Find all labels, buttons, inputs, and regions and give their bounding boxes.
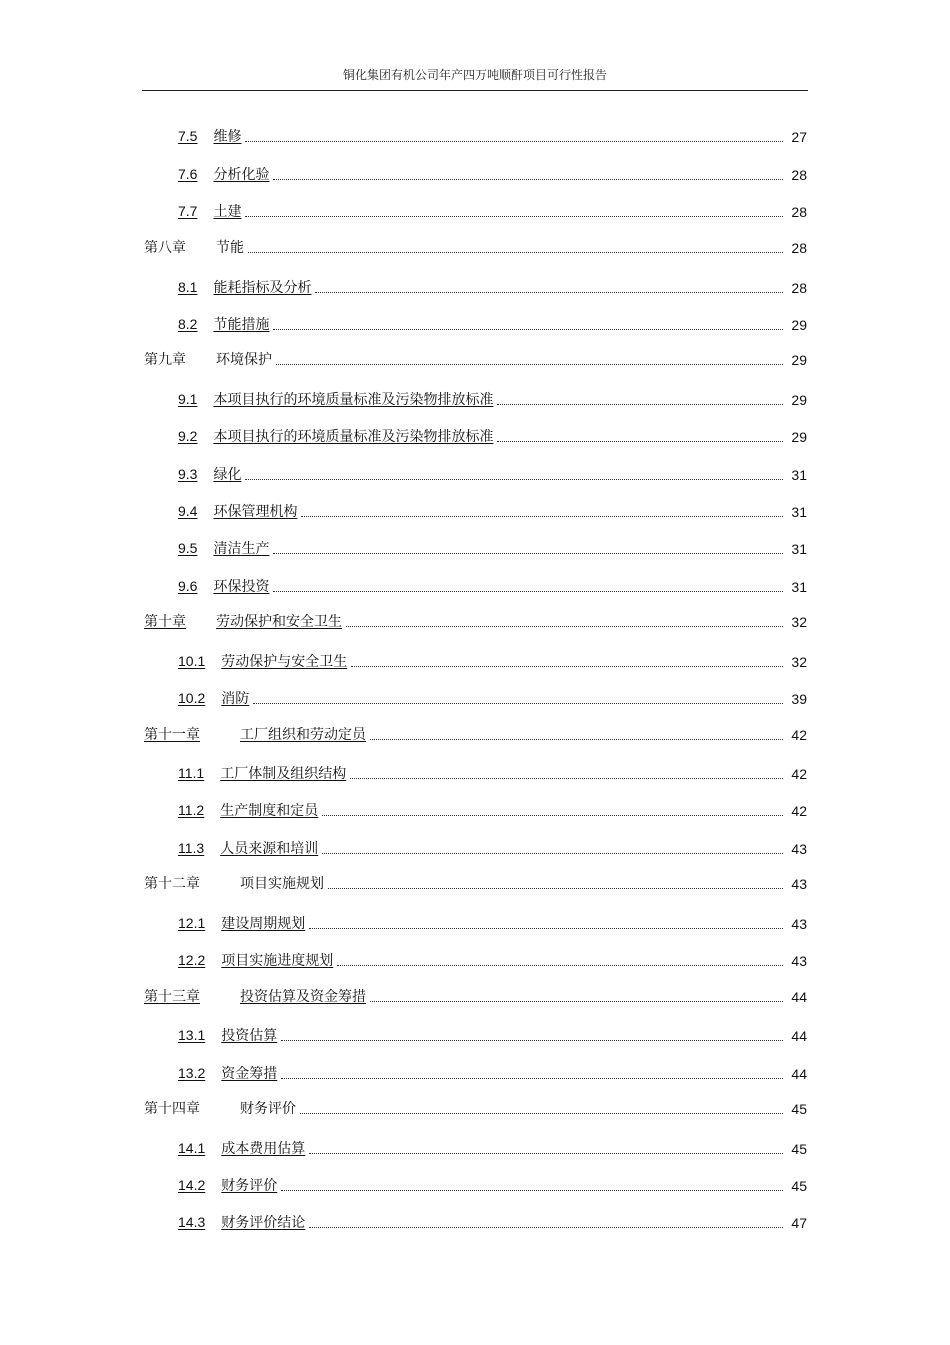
toc-section-entry[interactable] — [178, 1140, 807, 1158]
toc-entry-number: 第十一章 — [144, 726, 200, 742]
toc-entry-number: 12.2 — [178, 952, 206, 968]
toc-entry-label — [178, 465, 241, 484]
toc-chapter-entry[interactable] — [144, 988, 807, 1006]
toc-page-number: 31 — [791, 579, 807, 595]
toc-entry-number: 9.4 — [178, 503, 198, 519]
toc-section-entry[interactable] — [178, 166, 807, 184]
dot-leader — [300, 1112, 783, 1114]
toc-entry-number: 10.2 — [178, 690, 206, 706]
toc-entry-label — [178, 764, 346, 783]
toc-section-entry[interactable] — [178, 952, 807, 970]
dot-leader — [497, 403, 783, 405]
toc-entry-title: 财务评价结论 — [221, 1215, 306, 1231]
toc-page-number: 44 — [791, 989, 807, 1005]
toc-page-number: 29 — [791, 392, 807, 408]
toc-entry-label — [178, 689, 249, 708]
toc-entry-number: 9.1 — [178, 391, 198, 407]
toc-entry-number: 9.2 — [178, 428, 198, 444]
toc-entry-label — [178, 801, 318, 820]
toc-entry-title: 绿化 — [213, 467, 242, 483]
toc-entry-label — [178, 914, 305, 933]
dot-leader — [273, 178, 783, 180]
toc-chapter-entry[interactable] — [144, 613, 807, 631]
dot-leader — [245, 215, 783, 217]
toc-entry-title: 能耗指标及分析 — [213, 280, 312, 296]
toc-entry-label — [178, 278, 311, 297]
toc-entry-title: 成本费用估算 — [221, 1141, 306, 1157]
toc-entry-number: 9.6 — [178, 578, 198, 594]
toc-entry-title: 资金筹措 — [221, 1066, 278, 1082]
toc-section-entry[interactable] — [178, 840, 807, 858]
dot-leader — [273, 590, 783, 592]
toc-entry-number: 11.3 — [178, 840, 205, 856]
toc-entry-title: 生产制度和定员 — [220, 803, 319, 819]
toc-page-number: 29 — [791, 352, 807, 368]
toc-section-entry[interactable] — [178, 428, 807, 446]
toc-entry-number: 9.5 — [178, 540, 198, 556]
toc-section-entry[interactable] — [178, 391, 807, 409]
toc-entry-label — [178, 502, 297, 521]
toc-entry-number: 9.3 — [178, 466, 198, 482]
toc-entry-label — [178, 127, 241, 146]
toc-entry-number: 第十二章 — [144, 875, 200, 891]
toc-entry-title: 劳动保护和安全卫生 — [216, 614, 342, 630]
toc-section-entry[interactable] — [178, 802, 807, 820]
dot-leader — [281, 1077, 783, 1079]
toc-entry-label — [178, 427, 493, 446]
toc-page-number: 43 — [791, 953, 807, 969]
toc-page-number: 31 — [791, 467, 807, 483]
dot-leader — [245, 478, 783, 480]
toc-entry-label — [178, 1139, 305, 1158]
toc-entry-title: 投资估算 — [221, 1028, 278, 1044]
toc-entry-label — [178, 652, 347, 671]
toc-section-entry[interactable] — [178, 203, 807, 221]
toc-page-number: 43 — [791, 916, 807, 932]
toc-entry-label — [178, 539, 269, 558]
dot-leader — [370, 738, 783, 740]
toc-section-entry[interactable] — [178, 279, 807, 297]
toc-chapter-entry[interactable] — [144, 875, 807, 893]
toc-page-number: 44 — [791, 1066, 807, 1082]
toc-entry-label — [178, 1064, 277, 1083]
toc-entry-number: 13.1 — [178, 1027, 206, 1043]
toc-entry-title: 本项目执行的环境质量标准及污染物排放标准 — [213, 392, 494, 408]
dot-leader — [253, 702, 783, 704]
toc-chapter-entry[interactable] — [144, 726, 807, 744]
toc-entry-label — [144, 238, 244, 257]
dot-leader — [370, 1000, 783, 1002]
toc-entry-number: 10.1 — [178, 653, 206, 669]
dot-leader — [346, 625, 783, 627]
toc-section-entry[interactable] — [178, 1065, 807, 1083]
toc-section-entry[interactable] — [178, 578, 807, 596]
toc-page-number: 45 — [791, 1141, 807, 1157]
toc-entry-title: 分析化验 — [213, 167, 270, 183]
toc-entry-title: 消防 — [221, 691, 250, 707]
toc-entry-title: 建设周期规划 — [221, 916, 306, 932]
dot-leader — [497, 440, 783, 442]
running-header: 铜化集团有机公司年产四万吨顺酐项目可行性报告 — [342, 68, 607, 82]
toc-entry-label — [178, 202, 241, 221]
toc-section-entry[interactable] — [178, 1214, 807, 1232]
toc-entry-number: 14.1 — [178, 1140, 206, 1156]
toc-entry-label — [144, 350, 272, 369]
dot-leader — [337, 964, 783, 966]
toc-section-entry[interactable] — [178, 466, 807, 484]
toc-page-number: 31 — [791, 504, 807, 520]
toc-page-number: 29 — [791, 317, 807, 333]
toc-page-number: 29 — [791, 429, 807, 445]
toc-page-number: 45 — [791, 1101, 807, 1117]
toc-entry-number: 7.6 — [178, 166, 198, 182]
dot-leader — [245, 140, 783, 142]
toc-entry-title: 节能 — [216, 240, 244, 256]
toc-chapter-entry[interactable] — [144, 1100, 807, 1118]
toc-entry-title: 环境保护 — [216, 352, 272, 368]
toc-entry-number: 第十三章 — [144, 988, 200, 1004]
dot-leader — [309, 927, 783, 929]
toc-entry-label — [178, 165, 269, 184]
toc-page-number: 45 — [791, 1178, 807, 1194]
toc-entry-title: 环保管理机构 — [213, 504, 298, 520]
toc-entry-label — [178, 1176, 277, 1195]
toc-page-number: 39 — [791, 691, 807, 707]
toc-entry-number: 8.1 — [178, 279, 198, 295]
toc-entry-title: 项目实施进度规划 — [221, 953, 334, 969]
dot-leader — [322, 814, 783, 816]
toc-section-entry[interactable] — [178, 128, 807, 146]
toc-entry-title: 节能措施 — [213, 317, 270, 333]
toc-entry-number: 14.3 — [178, 1214, 206, 1230]
toc-section-entry[interactable] — [178, 915, 807, 933]
toc-page-number: 43 — [791, 841, 807, 857]
toc-section-entry[interactable] — [178, 316, 807, 334]
toc-entry-title: 清洁生产 — [213, 541, 270, 557]
toc-entry-title: 工厂体制及组织结构 — [220, 766, 347, 782]
toc-entry-label — [178, 577, 269, 596]
toc-entry-title: 土建 — [213, 204, 242, 220]
toc-entry-title: 维修 — [213, 129, 242, 145]
toc-section-entry[interactable] — [178, 690, 807, 708]
toc-entry-number: 7.5 — [178, 128, 198, 144]
toc-entry-number: 14.2 — [178, 1177, 206, 1193]
toc-entry-number: 8.2 — [178, 316, 198, 332]
toc-entry-title: 劳动保护与安全卫生 — [221, 654, 348, 670]
toc-section-entry[interactable] — [178, 503, 807, 521]
toc-page-number: 28 — [791, 240, 807, 256]
toc-page-number: 28 — [791, 280, 807, 296]
toc-entry-title: 财务评价 — [221, 1178, 278, 1194]
toc-entry-title: 财务评价 — [240, 1101, 296, 1117]
toc-entry-number: 12.1 — [178, 915, 206, 931]
toc-page-number: 28 — [791, 204, 807, 220]
dot-leader — [273, 552, 783, 554]
dot-leader — [328, 887, 783, 889]
dot-leader — [248, 251, 783, 253]
toc-entry-label — [144, 874, 324, 893]
toc-entry-label — [178, 951, 333, 970]
toc-page-number: 42 — [791, 803, 807, 819]
toc-entry-title: 人员来源和培训 — [220, 841, 319, 857]
toc-entry-label — [178, 839, 318, 858]
dot-leader — [315, 291, 783, 293]
toc-entry-label — [178, 390, 493, 409]
dot-leader — [322, 852, 783, 854]
toc-entry-number: 第十章 — [144, 613, 186, 629]
toc-page-number: 47 — [791, 1215, 807, 1231]
toc-entry-number: 第十四章 — [144, 1100, 200, 1116]
toc-entry-title: 项目实施规划 — [240, 876, 324, 892]
toc-section-entry[interactable] — [178, 765, 807, 783]
toc-entry-label — [144, 725, 366, 744]
toc-page-number: 32 — [791, 614, 807, 630]
toc-entry-number: 11.1 — [178, 765, 205, 781]
toc-page-number: 28 — [791, 167, 807, 183]
toc-entry-title: 工厂组织和劳动定员 — [240, 727, 366, 743]
toc-entry-title: 环保投资 — [213, 579, 270, 595]
dot-leader — [350, 777, 783, 779]
dot-leader — [309, 1226, 783, 1228]
toc-entry-number: 13.2 — [178, 1065, 206, 1081]
toc-page-number: 42 — [791, 727, 807, 743]
dot-leader — [281, 1189, 783, 1191]
toc-page-number: 44 — [791, 1028, 807, 1044]
dot-leader — [276, 363, 783, 365]
dot-leader — [301, 515, 783, 517]
toc-section-entry[interactable] — [178, 540, 807, 558]
toc-page-number: 42 — [791, 766, 807, 782]
dot-leader — [309, 1152, 783, 1154]
toc-section-entry[interactable] — [178, 653, 807, 671]
toc-entry-label — [144, 1099, 296, 1118]
toc-entry-title: 本项目执行的环境质量标准及污染物排放标准 — [213, 429, 494, 445]
dot-leader — [273, 328, 783, 330]
toc-entry-number: 第八章 — [144, 239, 186, 255]
toc-chapter-entry[interactable] — [144, 351, 807, 369]
toc-page-number: 27 — [791, 129, 807, 145]
toc-entry-number: 7.7 — [178, 203, 198, 219]
toc-section-entry[interactable] — [178, 1177, 807, 1195]
toc-page-number: 43 — [791, 876, 807, 892]
dot-leader — [351, 665, 783, 667]
toc-chapter-entry[interactable] — [144, 239, 807, 257]
toc-page-number: 31 — [791, 541, 807, 557]
toc-entry-number: 第九章 — [144, 351, 186, 367]
toc-section-entry[interactable] — [178, 1027, 807, 1045]
toc-entry-title: 投资估算及资金筹措 — [240, 989, 366, 1005]
toc-entry-label — [144, 612, 342, 631]
toc-entry-label — [178, 1026, 277, 1045]
toc-entry-number: 11.2 — [178, 802, 205, 818]
toc-entry-label — [178, 1213, 305, 1232]
toc-page-number: 32 — [791, 654, 807, 670]
toc-entry-label — [178, 315, 269, 334]
toc-entry-label — [144, 987, 366, 1006]
dot-leader — [281, 1039, 783, 1041]
